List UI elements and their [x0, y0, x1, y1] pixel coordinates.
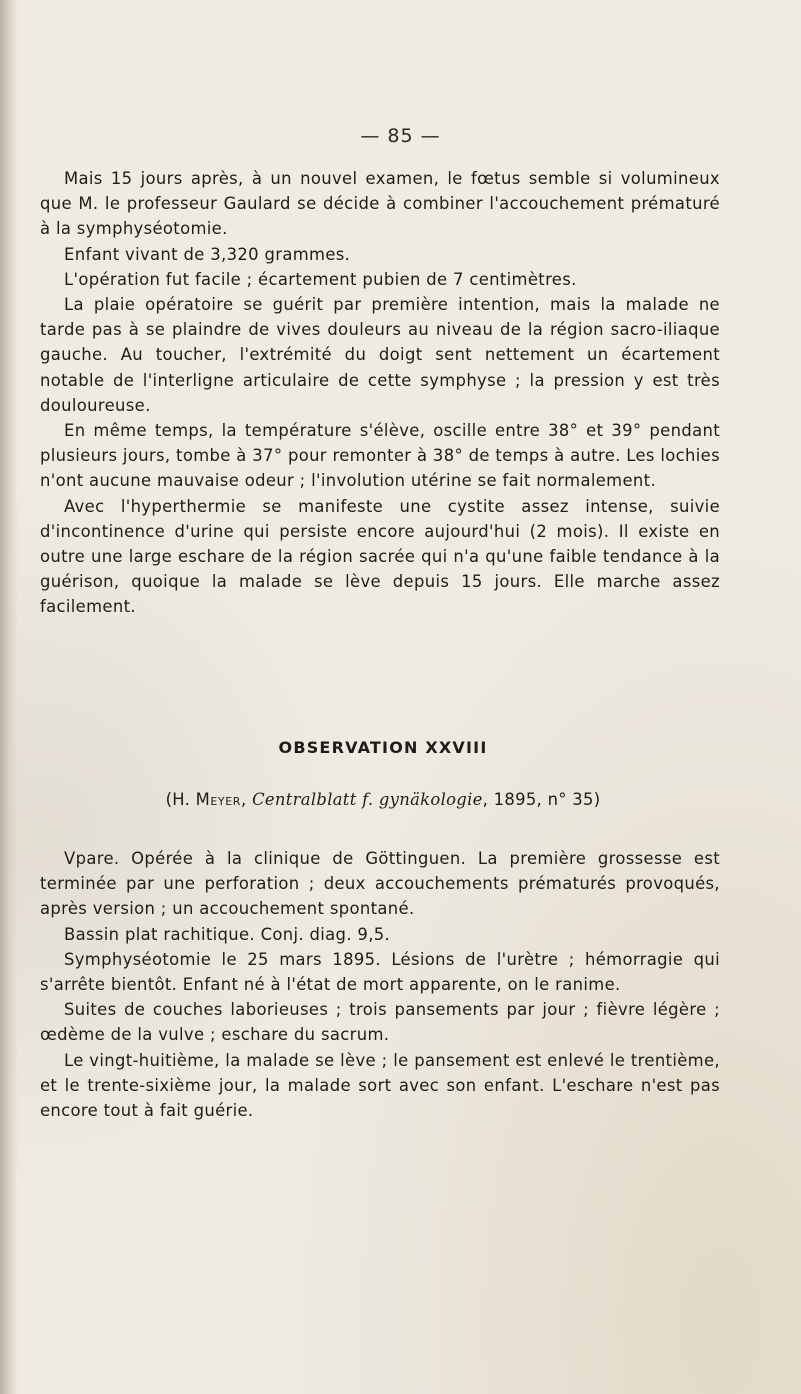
section-2-text	[40, 846, 720, 1123]
paragraph: L'opération fut facile ; écartement pubien de 7 centimètres.	[64, 269, 577, 289]
page-number: — 85 —	[360, 125, 441, 147]
binding-edge	[0, 0, 18, 1394]
citation-author: Meyer	[195, 790, 242, 809]
paragraph: Suites de couches laborieuses ; trois pansements par jour ; fièvre légère ; œdème de la vulve ; eschare du sacrum.	[40, 1000, 720, 1045]
paragraph: Avec l'hyperthermie se manifeste une cystite assez intense, suivie d'incontinence d'urine qui persiste encore aujourd'hui (2 mois). Il existe en outre une large eschare de la région sacrée qui n'a qu'une faible tendance à la guérison, quoique la malade se lève depuis 15 jours. Elle marche assez facilement.	[40, 496, 720, 617]
paragraph: Bassin plat rachitique. Conj. diag. 9,5.	[64, 924, 391, 944]
paragraph: Le vingt-huitième, la malade se lève ; le pansement est enlevé le trentième, et le trente-sixième jour, la malade sort avec son enfant. L'eschare n'est pas encore tout à fait guérie.	[40, 1050, 720, 1121]
paragraph: Symphyséotomie le 25 mars 1895. Lésions de l'urètre ; hémorragie qui s'arrête bientôt. Enfant né à l'état de mort apparente, on le ranime.	[40, 949, 720, 995]
paragraph: En même temps, la température s'élève, oscille entre 38° et 39° pendant plusieurs jours, tombe à 37° pour remonter à 38° de temps à autre. Les lochies n'ont aucune mauvaise odeur ; l'involution utérine se fait normalement.	[40, 421, 720, 491]
citation-journal: Centralblatt f. gynäkologie	[252, 790, 483, 809]
paragraph: Mais 15 jours après, à un nouvel examen, le fœtus semble si volumineux que M. le professeur Gaulard se décide à combiner l'accouchement prématuré à la symphyséotomie.	[40, 169, 720, 239]
citation-separator: ,	[241, 790, 253, 809]
observation-citation	[0, 790, 766, 809]
observation-title: OBSERVATION XXVIII	[278, 738, 488, 757]
citation-details: , 1895, n° 35)	[482, 790, 601, 809]
paragraph: Vpare. Opérée à la clinique de Göttinguen. La première grossesse est terminée par une perforation ; deux accouchements prématurés provoqués, après version ; un accouchement spontané.	[40, 849, 720, 919]
section-1-text	[40, 166, 720, 620]
paragraph: Enfant vivant de 3,320 grammes.	[64, 244, 351, 264]
citation-open: (H.	[165, 790, 196, 809]
paragraph: La plaie opératoire se guérit par première intention, mais la malade ne tarde pas à se plaindre de vives douleurs au niveau de la région sacro-iliaque gauche. Au toucher, l'extrémité du doigt sent nettement un écartement notable de l'interligne articulaire de cette symphyse ; la pression y est très douloureuse.	[40, 295, 720, 415]
